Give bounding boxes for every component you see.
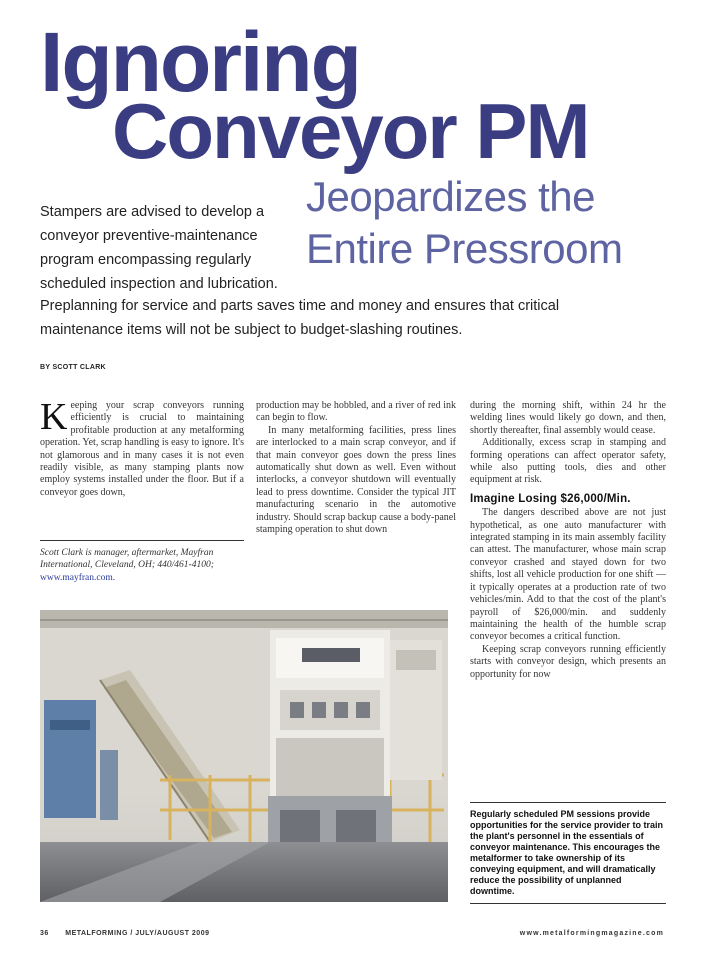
pressroom-photo bbox=[40, 610, 448, 902]
magazine-issue: METALFORMING / JULY/AUGUST 2009 bbox=[65, 930, 210, 937]
headline-line2: Conveyor PM bbox=[112, 87, 589, 175]
deck-intro: Stampers are advised to develop a conveyor preventive-maintenance program encompassing regularly scheduled inspection and lubrication. bbox=[40, 204, 278, 292]
column-2-paragraph-1: production may be hobbled, and a river of red ink can begin to flow. bbox=[256, 400, 456, 424]
pull-quote: Regularly scheduled PM sessions provide opportunities for the service provider to train the plant's personnel in the essentials of conveyor maintenance. This encourages the metalformer to take ownership of its conveying equipment, and will dramatically reduce the possibility of unplanned downtime. bbox=[470, 802, 666, 904]
column-2-paragraph-2: In many metalforming facilities, press lines are interlocked to a main scrap conveyor, and if that main conveyor goes down the press lines automatically shut down as well. Even without interlocks, a conveyor shutdown will eventually lead to press downtime. Consider the typical JIT manufacturing scenario in the automotive industry. Should scrap backup cause a body-panel stamping operation to shut down bbox=[256, 424, 456, 536]
footer-publication bbox=[40, 930, 210, 937]
author-note bbox=[40, 540, 244, 584]
column-1-paragraph bbox=[40, 396, 244, 499]
author-website-link[interactable]: www.mayfran.com. bbox=[40, 572, 116, 583]
column-3-paragraph-4: Keeping scrap conveyors running efficiently starts with conveyor design, which presents an opportunity for now bbox=[470, 643, 666, 680]
column-3-paragraph-2: Additionally, excess scrap in stamping and forming operations can affect operator safety, while also putting tools, dies and other equipment at risk. bbox=[470, 437, 666, 486]
author-note-text: Scott Clark is manager, aftermarket, Mayfran International, Cleveland, OH; 440/461-4100; bbox=[40, 548, 214, 571]
footer-website[interactable]: www.metalformingmagazine.com bbox=[519, 930, 664, 937]
column-3-paragraph-3: The dangers described above are not just hypothetical, as one auto manufacturer with integrated stamping in its main assembly facility can attest. The manufacturer, whose main scrap conveyor crashed and stayed down for two shifts, lost all vehicle production for one shift — it typically operates at a production rate of two vehicles/min. Add to that the cost of the plant's payroll of $26,000/min. and suddenly maintaining the health of the humble scrap conveyor becomes a critical function. bbox=[470, 507, 666, 643]
article-column-2 bbox=[256, 400, 456, 536]
byline: BY SCOTT CLARK bbox=[40, 364, 106, 371]
page-number: 36 bbox=[40, 930, 49, 937]
column-3-paragraph-1: during the morning shift, within 24 hr the welding lines would likely go down, and then, shortly thereafter, final assembly would cease. bbox=[470, 400, 666, 436]
subheadline-line1: Jeopardizes the bbox=[306, 173, 596, 220]
headline-line1: Ignoring bbox=[40, 15, 360, 109]
pressroom-illustration bbox=[40, 610, 448, 902]
article-column-3 bbox=[470, 400, 666, 681]
subheadline-line2: Entire Pressroom bbox=[306, 225, 623, 272]
drop-cap: K bbox=[40, 396, 68, 438]
section-subhead: Imagine Losing $26,000/Min. bbox=[470, 492, 631, 505]
column-1-text: eeping your scrap conveyors running efficiently is crucial to maintaining profitable production at any metalforming operation. Yet, scrap handling is easy to ignore. It's not glamorous and in many cases it is not even readily visible, as many stamping plants now employ systems installed under the floor. But if a conveyor goes down, bbox=[40, 400, 244, 498]
article-column-1 bbox=[40, 396, 244, 499]
deck-intro-continued: Preplanning for service and parts saves time and money and ensures that critical maintenance items will not be subject to budget-slashing routines. bbox=[40, 298, 560, 338]
